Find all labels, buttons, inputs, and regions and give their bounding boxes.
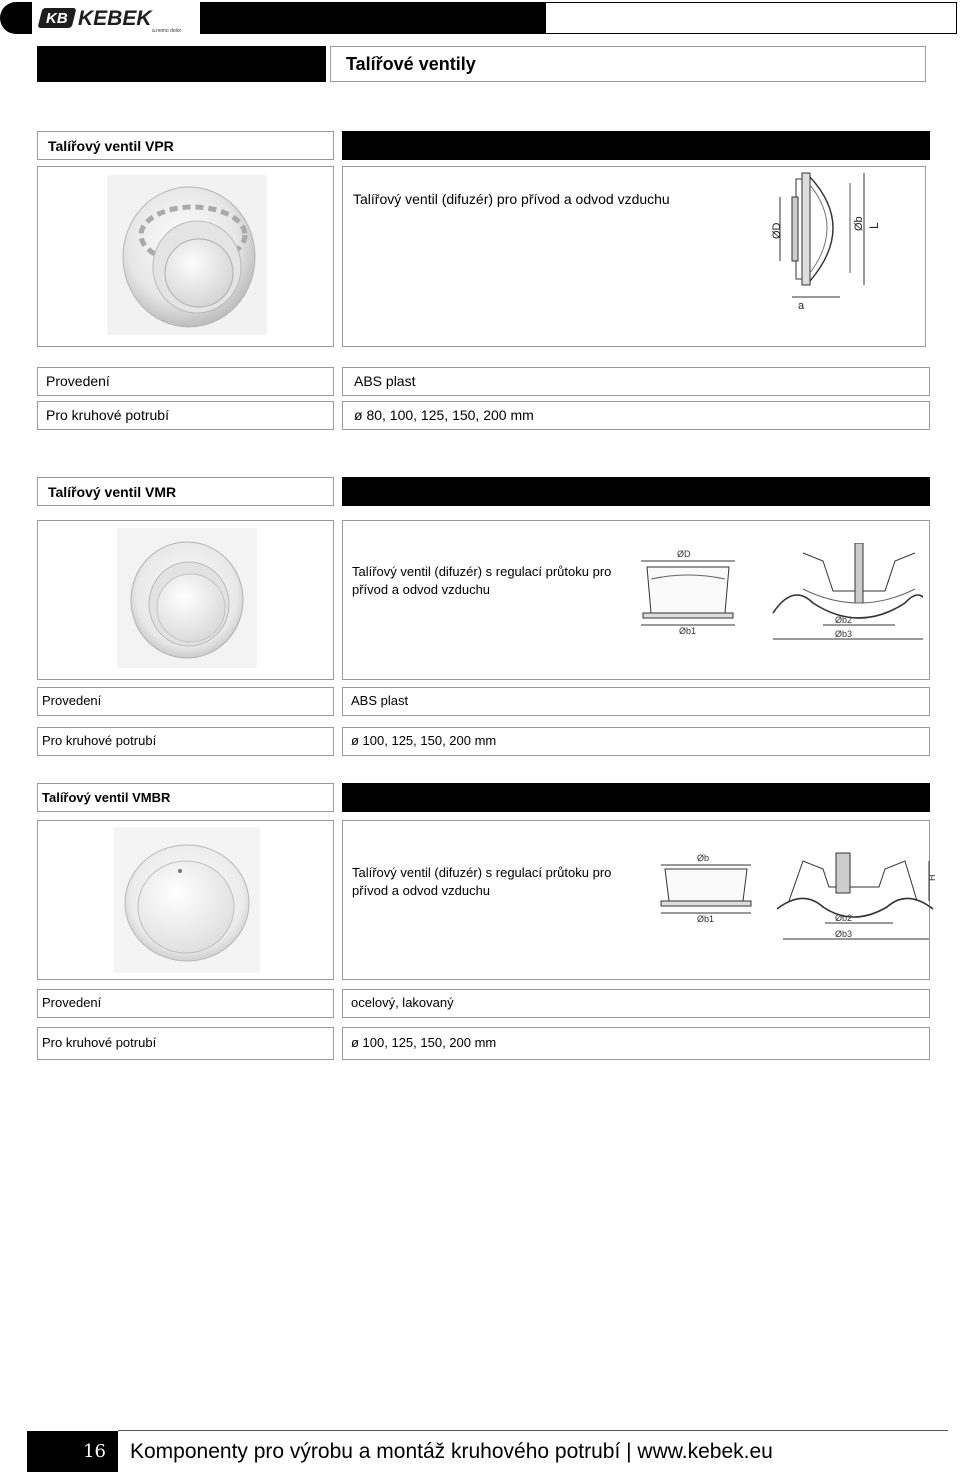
spec-value-text: ocelový, lakovaný xyxy=(351,995,454,1011)
spec-value-text: ø 100, 125, 150, 200 mm xyxy=(351,1035,497,1051)
footer-page-number-box xyxy=(27,1431,118,1472)
product-description-box xyxy=(342,166,926,347)
drawing-label: a xyxy=(798,300,805,312)
spec-value-duct xyxy=(342,1027,930,1060)
spec-label-duct xyxy=(37,727,334,756)
drawing-label: Øb2 xyxy=(835,913,853,923)
spec-value-text: ABS plast xyxy=(354,373,416,390)
spec-label-text: Pro kruhové potrubí xyxy=(46,407,169,424)
vpr-technical-drawing xyxy=(758,169,898,314)
spec-label-material xyxy=(37,989,334,1018)
spec-label-text: Pro kruhové potrubí xyxy=(42,733,157,749)
title-black-block xyxy=(37,46,326,82)
drawing-label: ØD xyxy=(771,222,783,239)
spec-label-text: Provedení xyxy=(46,373,110,390)
spec-value-text: ABS plast xyxy=(351,693,409,709)
spec-label-text: Provedení xyxy=(42,693,102,709)
page-title: Talířové ventily xyxy=(346,53,476,74)
drawing-label: H xyxy=(927,874,937,881)
drawing-label: Øb3 xyxy=(835,629,853,639)
spec-label-text: Pro kruhové potrubí xyxy=(42,1035,157,1051)
header-right-box xyxy=(545,2,957,34)
header-bar xyxy=(0,0,960,36)
drawing-label: Øb2 xyxy=(835,615,853,625)
spec-value-material xyxy=(342,367,930,396)
page-number: 16 xyxy=(83,1441,106,1462)
footer-text: Komponenty pro výrobu a montáž kruhového potrubí | www.kebek.eu xyxy=(130,1439,773,1463)
spec-value-text: ø 80, 100, 125, 150, 200 mm xyxy=(354,407,534,424)
vmr-technical-drawing xyxy=(633,543,923,653)
drawing-label: Øb xyxy=(697,853,710,863)
spec-label-duct xyxy=(37,1027,334,1060)
product-description: Talířový ventil (difuzér) s regulací průtoku pro přívod a odvod vzduchu xyxy=(352,865,612,898)
drawing-label: Øb1 xyxy=(679,626,697,636)
product-title-vmr xyxy=(37,477,334,506)
spec-value-duct xyxy=(342,401,930,430)
vmbr-technical-drawing xyxy=(653,851,943,971)
product-image-box xyxy=(37,166,334,347)
product-title-vpr xyxy=(37,131,334,160)
drawing-label: Øb3 xyxy=(835,929,853,939)
product-description: Talířový ventil (difuzér) pro přívod a odvod vzduchu xyxy=(353,191,670,207)
spec-value-text: ø 100, 125, 150, 200 mm xyxy=(351,733,497,749)
product-name: Talířový ventil VPR xyxy=(48,137,174,154)
product-image-box xyxy=(37,820,334,980)
logo-panel xyxy=(32,2,200,34)
drawing-label: Øb1 xyxy=(697,914,715,924)
kebek-logo xyxy=(32,2,200,34)
spec-value-material xyxy=(342,989,930,1018)
page-title-box xyxy=(330,46,926,82)
product-description-box xyxy=(342,520,930,680)
drawing-label: L xyxy=(867,222,881,229)
drawing-label: ØD xyxy=(677,549,691,559)
footer-text-box xyxy=(118,1431,948,1472)
product-header-black xyxy=(342,131,930,160)
product-name: Talířový ventil VMBR xyxy=(42,790,171,805)
product-header-black xyxy=(342,783,930,812)
product-description: Talířový ventil (difuzér) s regulací průtoku pro přívod a odvod vzduchu xyxy=(352,564,612,597)
spec-label-material xyxy=(37,367,334,396)
product-name: Talířový ventil VMR xyxy=(48,483,177,500)
spec-value-duct xyxy=(342,727,930,756)
vmr-valve-photo xyxy=(117,528,257,668)
product-title-vmbr xyxy=(37,783,334,812)
drawing-label: Øb xyxy=(853,216,865,231)
logo-wordmark: KEBEK xyxy=(78,7,152,30)
product-description-box xyxy=(342,820,937,980)
product-header-black xyxy=(342,477,930,506)
spec-value-material xyxy=(342,687,930,716)
spec-label-material xyxy=(37,687,334,716)
vpr-valve-photo xyxy=(107,175,267,335)
spec-label-duct xyxy=(37,401,334,430)
product-image-box xyxy=(37,520,334,680)
logo-monogram: KB xyxy=(46,10,68,27)
vmbr-valve-photo xyxy=(114,827,260,973)
spec-label-text: Provedení xyxy=(42,995,102,1011)
logo-tagline: a.nemo dolor xyxy=(152,28,182,34)
